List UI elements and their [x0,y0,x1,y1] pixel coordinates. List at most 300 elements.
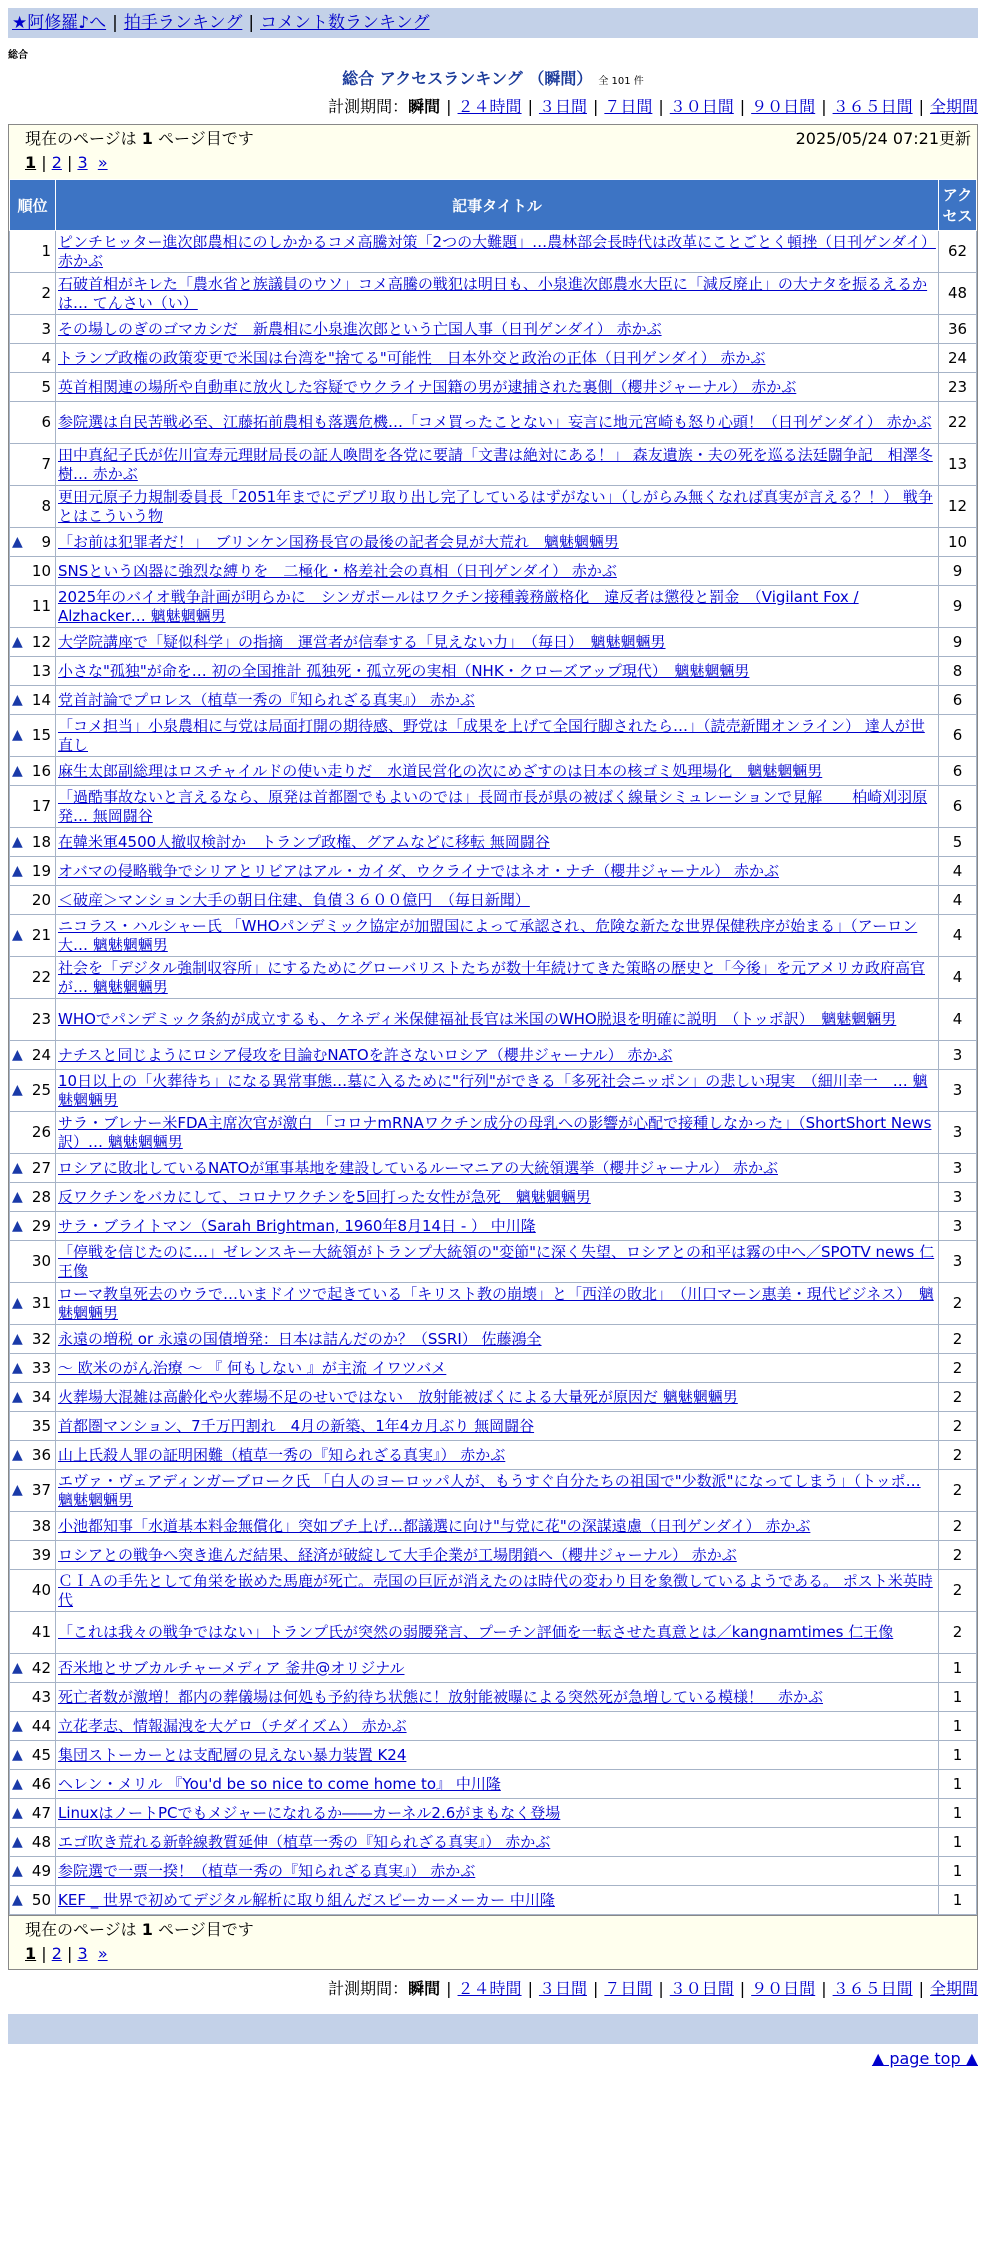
rank-cell [10,1112,56,1154]
rank-cell [10,1799,56,1828]
table-row [10,657,977,686]
period-separator: | [658,97,664,116]
table-row [10,1070,977,1112]
table-row [10,1183,977,1212]
rank-up-arrow-icon: ▲ [12,1188,23,1205]
rank-number: 28 [31,1187,51,1206]
access-count: 4 [939,915,977,957]
article-title-link[interactable]: WHOでパンデミック条約が成立するも、ケネディ米保健福祉長官は米国のWHO脱退を明確に説明 （トッポ訳） 魑魅魍魎男 [58,1010,897,1028]
nav-separator: | [248,13,255,33]
article-title-link[interactable]: 反ワクチンをバカにして、コロナワクチンを5回打った女性が急死 魑魅魍魎男 [58,1187,591,1206]
table-row [10,1541,977,1570]
bottom-bar [8,2014,978,2044]
rank-cell [10,1857,56,1886]
rank-number: 38 [31,1516,51,1535]
rank-cell [10,373,56,402]
article-title-link[interactable]: ロシアに敗北しているNATOが軍事基地を建設しているルーマニアの大統領選挙（櫻井ジャーナル） 赤かぶ [58,1158,779,1177]
table-row [10,1112,977,1154]
article-title-link[interactable]: 「これは我々の戦争ではない」トランプ氏が突然の弱腰発言、プーチン評価を一転させた真意とは／kangnamtimes 仁王像 [58,1623,894,1641]
current-page-text: 現在のページは 1 ページ目です [25,1920,254,1939]
article-title-link[interactable]: ロシアとの戦争へ突き進んだ結果、経済が破綻して大手企業が工場閉鎖へ（櫻井ジャーナル） 赤かぶ [58,1545,737,1564]
article-title-link[interactable]: 山上氏殺人罪の証明困難（植草一秀の『知られざる真実』） 赤かぶ [58,1445,506,1464]
rank-number: 3 [41,319,51,338]
article-title-link[interactable]: 「お前は犯罪者だ！」 ブリンケン国務長官の最後の記者会見が大荒れ 魑魅魍魎男 [58,532,619,551]
period-label: 計測期間： [328,97,409,116]
title-cell [56,1441,939,1470]
rank-cell [10,1654,56,1683]
title-cell [56,757,939,786]
header-rank: 順位 [10,180,56,231]
title-cell [56,1325,939,1354]
table-row [10,1828,977,1857]
period-option-5[interactable]: ９０日間 [751,97,816,116]
period-option-1[interactable]: ２４時間 [457,1979,522,1998]
rank-cell [10,444,56,486]
rank-up-arrow-icon: ▲ [12,1804,23,1821]
title-cell [56,1383,939,1412]
table-row [10,999,977,1041]
title-cell [56,1541,939,1570]
title-cell [56,1112,939,1154]
rank-up-arrow-icon: ▲ [12,1359,23,1376]
rank-cell [10,857,56,886]
rank-up-arrow-icon: ▲ [12,533,23,550]
access-count: 12 [939,486,977,528]
pager-separator: | [36,153,52,172]
table-row [10,957,977,999]
access-count: 4 [939,957,977,999]
rank-number: 31 [31,1294,51,1312]
rank-cell [10,886,56,915]
rank-cell [10,999,56,1041]
article-title-link[interactable]: 社会を「デジタル強制収容所」にするためにグローバリストたちが数十年続けてきた策略の歴史と「今後」を元アメリカ政府高官が… 魑魅魍魎男 [58,958,926,996]
article-title-link[interactable]: トランプ政権の政策変更で米国は台湾を"捨てる"可能性 日本外交と政治の正体（日刊ゲンダイ） 赤かぶ [58,348,766,367]
title-cell [56,344,939,373]
table-row [10,1770,977,1799]
article-title-link[interactable]: ニコラス・ハルシャー氏 「WHOパンデミック協定が加盟国によって承認され、危険な新たな世界保健秩序が始まる」（アーロン大… 魑魅魍魎男 [58,916,918,954]
title-cell [56,1412,939,1441]
access-count: 2 [939,1441,977,1470]
table-row [10,1412,977,1441]
access-count: 3 [939,1183,977,1212]
access-count: 4 [939,857,977,886]
rank-number: 6 [41,413,51,431]
title-cell [56,628,939,657]
article-title-link[interactable]: サラ・ブライトマン（Sarah Brightman, 1960年8月14日 - ） 中川隆 [58,1216,536,1235]
rank-cell [10,1683,56,1712]
article-title-link[interactable]: 石破首相がキレた「農水省と族議員のウソ」コメ高騰の戦犯は明日も、小泉進次郎農水大臣に「減反廃止」の大ナタを振るえるかは… てんさい（い） [58,274,928,312]
article-title-link[interactable]: 火葬場大混雑は高齢化や火葬場不足のせいではない 放射能被ばくによる大量死が原因だ 魑魅魍魎男 [58,1387,738,1406]
rank-number: 11 [31,597,51,615]
title-cell [56,1799,939,1828]
article-title-link[interactable]: 永遠の増税 or 永遠の国債増発：日本は詰んだのか？（SSRI） 佐藤鴻全 [58,1329,542,1348]
article-title-link[interactable]: LinuxはノートPCでもメジャーになれるか――カーネル2.6がまもなく登場 [58,1803,561,1822]
table-row [10,586,977,628]
rank-number: 8 [41,497,51,515]
period-option-3[interactable]: ７日間 [604,1979,653,1998]
rank-up-arrow-icon: ▲ [12,1388,23,1405]
rank-up-arrow-icon: ▲ [12,833,23,850]
article-title-link[interactable]: 「コメ担当」小泉農相に与党は局面打開の期待感、野党は「成果を上げて全国行脚されたら…」（読売新聞オンライン） 達人が世直し [58,716,925,754]
period-separator: | [592,1979,599,1998]
article-title-link[interactable]: KEF _ 世界で初めてデジタル解析に取り組んだスピーカーメーカー 中川隆 [58,1890,555,1909]
article-title-link[interactable]: オバマの侵略戦争でシリアとリビアはアル・カイダ、ウクライナではネオ・ナチ（櫻井ジャーナル） 赤かぶ [58,861,780,880]
period-option-2[interactable]: ３日間 [538,97,587,116]
access-count: 2 [939,1383,977,1412]
period-separator: | [821,97,827,116]
table-row [10,1857,977,1886]
title-cell [56,1241,939,1283]
access-count: 1 [939,1770,977,1799]
table-row [10,1712,977,1741]
rank-number: 10 [31,561,51,580]
rank-up-arrow-icon: ▲ [12,1891,23,1908]
table-row [10,757,977,786]
rank-cell [10,786,56,828]
rank-cell [10,1241,56,1283]
rank-up-arrow-icon: ▲ [12,1775,23,1792]
article-title-link[interactable]: 在韓米軍4500人撤収検討か トランプ政権、グアムなどに移転 無岡闘谷 [58,832,550,851]
rank-cell [10,828,56,857]
article-title-link[interactable]: 立花孝志、情報漏洩を大ゲロ（チダイズム） 赤かぶ [58,1716,407,1735]
article-title-link[interactable]: ピンチヒッター進次郎農相にのしかかるコメ高騰対策「2つの大難題」…農林部会長時代は改革にことごとく頓挫（日刊ゲンダイ） 赤かぶ [58,232,936,270]
article-title-link[interactable]: エゴ吹き荒れる新幹線教質延伸（植草一秀の『知られざる真実』） 赤かぶ [58,1832,551,1851]
access-count: 6 [939,715,977,757]
pager-page-2[interactable]: 2 [51,153,62,172]
title-cell [56,786,939,828]
article-title-link[interactable]: ヘレン・メリル 『You'd be so nice to come home to』 中川隆 [58,1774,501,1793]
table-row [10,1283,977,1325]
access-count: 2 [939,1612,977,1654]
title-cell [56,1041,939,1070]
access-count: 10 [939,528,977,557]
access-count: 2 [939,1512,977,1541]
rank-cell [10,1441,56,1470]
rank-cell [10,1512,56,1541]
article-title-link[interactable]: 「停戦を信じたのに…」ゼレンスキー大統領がトランプ大統領の"変節"に深く失望、ロシアとの和平は霧の中へ／SPOTV news 仁王像 [58,1242,935,1280]
article-title-link[interactable]: 集団ストーカーとは支配層の見えない暴力装置 K24 [58,1745,407,1764]
access-count: 4 [939,999,977,1041]
access-count: 9 [939,628,977,657]
rank-up-arrow-icon: ▲ [12,762,23,779]
title-cell [56,715,939,757]
table-row [10,1654,977,1683]
access-count: 3 [939,1112,977,1154]
article-title-link[interactable]: 否米地とサブカルチャーメディア 釜井@オリジナル [58,1658,405,1677]
pager-page-2[interactable]: 2 [51,1944,62,1963]
table-row [10,315,977,344]
rank-number: 49 [31,1861,51,1880]
rank-number: 32 [31,1329,51,1348]
access-count: 1 [939,1683,977,1712]
period-separator: | [739,97,746,116]
current-page-text: 現在のページは 1 ページ目です [25,129,254,148]
rank-cell [10,231,56,273]
access-count: 2 [939,1283,977,1325]
access-count: 6 [939,757,977,786]
top-nav-bar [8,8,978,38]
access-count: 6 [939,786,977,828]
period-option-2[interactable]: ３日間 [538,1979,587,1998]
rank-number: 46 [31,1774,51,1793]
rank-number: 34 [31,1387,51,1406]
rank-number: 18 [31,832,51,851]
rank-up-arrow-icon: ▲ [12,1446,23,1463]
title-cell [56,1886,939,1915]
rank-number: 15 [31,726,51,744]
rank-up-arrow-icon: ▲ [12,1046,23,1063]
rank-cell [10,1541,56,1570]
access-count: 4 [939,886,977,915]
pager-page-3[interactable]: 3 [77,153,88,172]
title-cell [56,1654,939,1683]
rank-cell [10,273,56,315]
period-option-4[interactable]: ３０日間 [669,97,734,116]
article-title-link[interactable]: 「過酷事故ないと言えるなら、原発は首都圏でもよいのでは」長岡市長が県の被ばく線量シミュレーションで見解 柏崎刈羽原発… 無岡闘谷 [58,787,928,825]
article-title-link[interactable]: SNSという凶器に強烈な縛りを 二極化・格差社会の真相（日刊ゲンダイ） 赤かぶ [58,561,617,580]
table-row [10,628,977,657]
rank-number: 43 [31,1687,51,1706]
access-count: 5 [939,828,977,857]
article-title-link[interactable]: サラ・ブレナー米FDA主席次官が激白 「コロナmRNAワクチン成分の母乳への影響が心配で接種しなかった」（ShortShort News訳）… 魑魅魍魎男 [58,1113,932,1151]
article-title-link[interactable]: 小池都知事「水道基本料金無償化」突如ブチ上げ…都議選に向け"与党に花"の深謀遠慮（日刊ゲンダイ） 赤かぶ [58,1516,811,1535]
period-option-0: 瞬間 [408,97,441,116]
rank-cell [10,315,56,344]
article-title-link[interactable]: 首都圏マンション、7千万円割れ 4月の新築、1年4カ月ぶり 無岡闘谷 [58,1416,535,1435]
access-count: 2 [939,1412,977,1441]
rank-cell [10,1354,56,1383]
access-count: 1 [939,1828,977,1857]
title-cell [56,1154,939,1183]
article-title-link[interactable]: 小さな"孤独"が命を… 初の全国推計 孤独死・孤立死の実相（NHK・クローズアップ現代） 魑魅魍魎男 [58,661,750,680]
rank-cell [10,586,56,628]
table-row [10,1512,977,1541]
rank-cell [10,1886,56,1915]
rank-up-arrow-icon: ▲ [12,1217,23,1234]
pager-next-link[interactable]: » [97,153,108,172]
period-option-0: 瞬間 [408,1979,441,1998]
rank-cell [10,1770,56,1799]
table-row [10,1683,977,1712]
access-count: 2 [939,1325,977,1354]
rank-cell [10,1612,56,1654]
title-cell [56,686,939,715]
table-row [10,1325,977,1354]
access-count: 8 [939,657,977,686]
rank-up-arrow-icon: ▲ [12,1330,23,1347]
rank-cell [10,402,56,444]
pager-bottom [25,1942,961,1966]
pager-separator [88,153,98,172]
rank-up-arrow-icon: ▲ [12,1482,23,1498]
comment-ranking-link[interactable]: コメント数ランキング [260,13,430,33]
page-top-link[interactable]: ▲ page top ▲ [871,2049,978,2068]
rank-cell [10,1741,56,1770]
period-option-6[interactable]: ３６５日間 [832,1979,913,1998]
rank-cell [10,1041,56,1070]
period-selector-top [0,96,978,118]
access-count: 1 [939,1741,977,1770]
ranking-panel [8,124,978,1970]
rank-number: 20 [31,890,51,909]
table-row [10,1383,977,1412]
title-cell [56,1828,939,1857]
article-title-link[interactable]: 英首相関連の場所や自動車に放火した容疑でウクライナ国籍の男が逮捕された裏側（櫻井ジャーナル） 赤かぶ [58,377,797,396]
rank-cell [10,528,56,557]
ranking-table [9,179,977,1915]
article-title-link[interactable]: 10日以上の「火葬待ち」になる異常事態…墓に入るために"行列"ができる「多死社会ニッポン」の悲しい現実 （細川幸一 … 魑魅魍魎男 [58,1071,928,1109]
rank-number: 37 [31,1481,51,1499]
pager-separator [88,1944,98,1963]
title-cell [56,231,939,273]
access-count: 2 [939,1541,977,1570]
access-count: 36 [939,315,977,344]
period-separator: | [918,97,924,116]
rank-number: 26 [31,1123,51,1141]
period-selector-bottom [0,1978,978,2000]
article-title-link[interactable]: 参院選は自民苦戦必至、江藤拓前農相も落選危機…「コメ買ったことない」妄言に地元宮崎も怒り心頭！（日刊ゲンダイ） 赤かぶ [58,413,932,431]
table-row [10,344,977,373]
table-row [10,1799,977,1828]
rank-cell [10,557,56,586]
title-cell [56,315,939,344]
pager-page-1: 1 [25,1944,37,1963]
title-cell [56,1183,939,1212]
access-count: 3 [939,1070,977,1112]
article-title-link[interactable]: ～ 欧米のがん治療 ～ 『 何もしない 』が主流 イワツバメ [58,1358,447,1377]
pager-page-1: 1 [25,153,37,172]
access-count: 1 [939,1886,977,1915]
period-separator: | [592,97,599,116]
rank-number: 4 [41,348,51,367]
article-title-link[interactable]: ＜破産＞マンション大手の朝日住建、負債３６００億円 （毎日新聞） [58,890,530,909]
table-row [10,686,977,715]
title-cell [56,1283,939,1325]
rank-number: 19 [31,861,51,880]
clap-ranking-link[interactable]: 拍手ランキング [123,13,243,33]
rank-up-arrow-icon: ▲ [12,1717,23,1734]
access-count: 2 [939,1570,977,1612]
rank-number: 17 [31,797,51,815]
article-title-link[interactable]: エヴァ・ヴェアディンガーブローク氏 「白人のヨーロッパ人が、もうすぐ自分たちの祖国で"少数派"になってしまう」（トッポ… 魑魅魍魎男 [58,1471,921,1509]
title-cell [56,1070,939,1112]
table-row [10,1741,977,1770]
rank-number: 27 [31,1158,51,1177]
rank-up-arrow-icon: ▲ [12,1082,23,1098]
access-count: 9 [939,586,977,628]
table-row [10,915,977,957]
table-row [10,786,977,828]
rank-cell [10,486,56,528]
access-count: 13 [939,444,977,486]
pager-top [25,151,961,175]
article-title-link[interactable]: ＣＩＡの手先として角栄を嵌めた馬鹿が死亡。売国の巨匠が消えたのは時代の変わり目を象徴しているようである。 ポスト米英時代 [58,1571,933,1609]
access-count: 2 [939,1470,977,1512]
rank-up-arrow-icon: ▲ [12,633,23,650]
table-row [10,1154,977,1183]
period-option-7[interactable]: 全期間 [929,97,978,116]
access-count: 48 [939,273,977,315]
table-row [10,1212,977,1241]
rank-cell [10,1325,56,1354]
title-cell [56,1570,939,1612]
rank-number: 48 [31,1832,51,1851]
table-row [10,1441,977,1470]
pager-separator: | [61,153,78,172]
rank-cell [10,1154,56,1183]
rank-up-arrow-icon: ▲ [12,1295,23,1311]
rank-up-arrow-icon: ▲ [12,691,23,708]
access-count: 1 [939,1799,977,1828]
period-option-7[interactable]: 全期間 [929,1979,978,1998]
table-row [10,273,977,315]
rank-number: 30 [31,1252,51,1270]
period-option-3[interactable]: ７日間 [604,97,653,116]
article-title-link[interactable]: 党首討論でプロレス（植草一秀の『知られざる真実』） 赤かぶ [58,690,475,709]
title-cell [56,1512,939,1541]
article-title-link[interactable]: 田中真紀子氏が佐川宣寿元理財局長の証人喚問を各党に要請「文書は絶対にある！」 森友遺族・夫の死を巡る法廷闘争記 相澤冬樹… 赤かぶ [58,445,933,483]
title-cell [56,1612,939,1654]
rank-cell [10,1470,56,1512]
header-access: アクセス [939,180,977,231]
article-title-link[interactable]: 更田元原子力規制委員長「2051年までにデブリ取り出し完了しているはずがない」（しがらみ無くなれば真実が言える？！） 戦争とはこういう物 [58,487,933,525]
article-title-link[interactable]: 参院選で一票一揆！（植草一秀の『知られざる真実』） 赤かぶ [58,1861,476,1880]
period-option-4[interactable]: ３０日間 [669,1979,734,1998]
rank-cell [10,757,56,786]
rank-number: 40 [31,1581,51,1599]
rank-cell [10,957,56,999]
rank-cell [10,1828,56,1857]
period-option-6[interactable]: ３６５日間 [832,97,913,116]
article-title-link[interactable]: ローマ教皇死去のウラで…いまドイツで起きている「キリスト教の崩壊」と「西洋の敗北」 （川口マーン惠美・現代ビジネス） 魑魅魍魎男 [58,1284,934,1322]
article-title-link[interactable]: 大学院講座で「疑似科学」の指摘 運営者が信奉する「見えない力」 （毎日） 魑魅魍魎男 [58,632,666,651]
rank-number: 5 [41,377,51,396]
period-option-1[interactable]: ２４時間 [457,97,522,116]
table-row [10,886,977,915]
rank-number: 39 [31,1545,51,1564]
pager-separator: | [36,1944,52,1963]
updated-timestamp: 2025/05/24 07:21更新 [795,129,971,148]
table-row [10,715,977,757]
title-cell [56,915,939,957]
title-cell [56,486,939,528]
pager-page-3[interactable]: 3 [77,1944,88,1963]
title-cell [56,1770,939,1799]
period-option-5[interactable]: ９０日間 [751,1979,816,1998]
article-title-link[interactable]: 2025年のバイオ戦争計画が明らかに シンガポールはワクチン接種義務厳格化 違反者は懲役と罰金 （Vigilant Fox / Alzhacker… 魑魅魍魎男 [58,587,859,625]
rank-number: 22 [31,968,51,986]
rank-number: 1 [41,242,51,260]
title-cell [56,557,939,586]
access-count: 23 [939,373,977,402]
access-count: 3 [939,1041,977,1070]
table-row [10,528,977,557]
rank-number: 25 [31,1081,51,1099]
rank-number: 7 [41,455,51,473]
rank-number: 50 [31,1890,51,1909]
home-link[interactable]: ★阿修羅♪へ [12,13,107,33]
table-row [10,1241,977,1283]
article-title-link[interactable]: 麻生太郎副総理はロスチャイルドの使い走りだ 水道民営化の次にめざすのは日本の核ゴミ処理場化 魑魅魍魎男 [58,761,823,780]
pager-next-link[interactable]: » [97,1944,108,1963]
title-cell [56,657,939,686]
article-title-link[interactable]: ナチスと同じようにロシア侵攻を目論むNATOを許さないロシア（櫻井ジャーナル） 赤かぶ [58,1045,673,1064]
rank-up-arrow-icon: ▲ [12,927,23,943]
article-title-link[interactable]: その場しのぎのゴマカシだ 新農相に小泉進次郎という亡国人事（日刊ゲンダイ） 赤かぶ [58,319,662,338]
table-row [10,1041,977,1070]
article-title-link[interactable]: 死亡者数が激増！都内の葬儀場は何処も予約待ち状態に！放射能被曝による突然死が急増している模様！ 赤かぶ [58,1687,824,1706]
rank-cell [10,1570,56,1612]
